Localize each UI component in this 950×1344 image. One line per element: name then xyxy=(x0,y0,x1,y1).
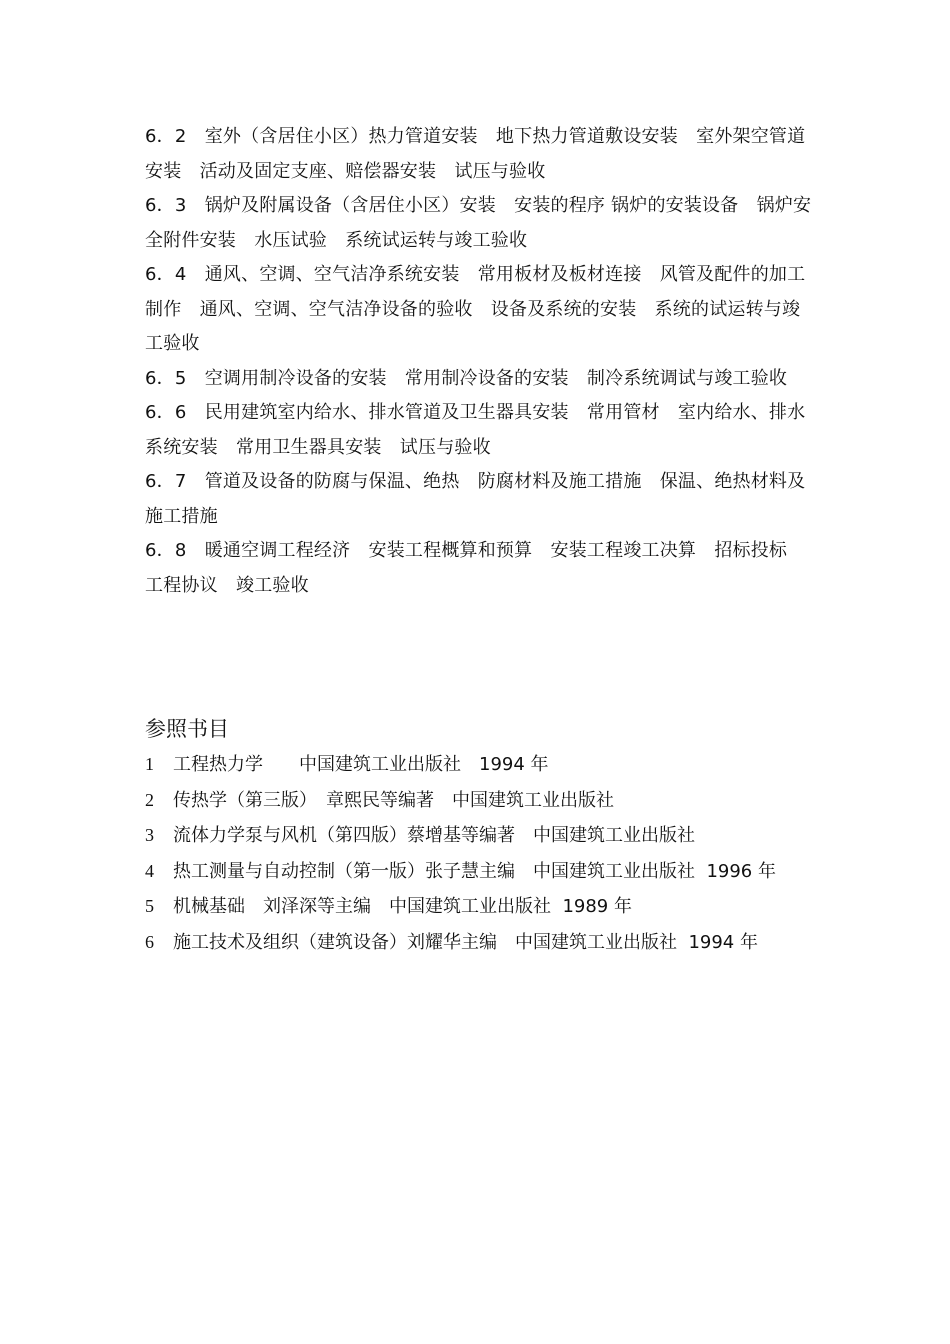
section-item xyxy=(145,362,815,397)
section-list xyxy=(145,120,815,603)
reference-text: 工程热力学 中国建筑工业出版社 1994 年 xyxy=(173,754,549,775)
section-item xyxy=(145,189,815,258)
section-number: 6．4 xyxy=(145,264,187,285)
reference-number: 2 xyxy=(145,789,154,810)
section-text: 民用建筑室内给水、排水管道及卫生器具安装 常用管材 室内给水、排水系统安装 常用卫生器具安装 试压与验收 xyxy=(145,402,806,458)
reference-text: 传热学（第三版） 章熙民等编著 中国建筑工业出版社 xyxy=(173,789,614,811)
section-number: 6．2 xyxy=(145,126,187,147)
reference-list xyxy=(145,747,825,960)
reference-item xyxy=(145,818,825,854)
reference-item xyxy=(145,747,825,783)
section-item xyxy=(145,534,815,603)
section-text: 室外（含居住小区）热力管道安装 地下热力管道敷设安装 室外架空管道安装 活动及固定支座、赔偿器安装 试压与验收 xyxy=(145,126,806,182)
section-number: 6．5 xyxy=(145,367,187,389)
section-item xyxy=(145,120,815,189)
section-text: 通风、空调、空气洁净系统安装 常用板材及板材连接 风管及配件的加工制作 通风、空调、空气洁净设备的验收 设备及系统的安装 系统的试运转与竣工验收 xyxy=(145,264,806,354)
reference-item xyxy=(145,854,825,890)
reference-number: 1 xyxy=(145,754,154,774)
section-text: 暖通空调工程经济 安装工程概算和预算 安装工程竣工决算 招标投标 工程协议 竣工验收 xyxy=(145,540,806,596)
reference-number: 3 xyxy=(145,825,154,845)
section-item xyxy=(145,465,815,534)
section-number: 6．3 xyxy=(145,195,187,216)
section-text: 空调用制冷设备的安装 常用制冷设备的安装 制冷系统调试与竣工验收 xyxy=(204,367,788,389)
section-number: 6．8 xyxy=(145,540,187,561)
reference-number: 6 xyxy=(145,931,154,952)
section-text: 锅炉及附属设备（含居住小区）安装 安装的程序 锅炉的安装设备 锅炉安全附件安装 水压试验 系统试运转与竣工验收 xyxy=(145,195,812,251)
reference-number: 4 xyxy=(145,860,154,881)
section-number: 6．7 xyxy=(145,471,187,492)
section-item xyxy=(145,396,815,465)
reference-number: 5 xyxy=(145,896,154,916)
references-heading: 参照书目 xyxy=(145,717,229,741)
reference-item xyxy=(145,783,825,819)
reference-text: 机械基础 刘泽深等主编 中国建筑工业出版社 1989 年 xyxy=(173,896,632,917)
reference-text: 热工测量与自动控制（第一版）张子慧主编 中国建筑工业出版社 1996 年 xyxy=(173,860,776,882)
section-item xyxy=(145,258,815,362)
reference-text: 施工技术及组织（建筑设备）刘耀华主编 中国建筑工业出版社 1994 年 xyxy=(173,931,758,953)
reference-text: 流体力学泵与风机（第四版）蔡增基等编著 中国建筑工业出版社 xyxy=(173,825,695,846)
section-number: 6．6 xyxy=(145,402,187,423)
reference-item xyxy=(145,925,825,961)
reference-item xyxy=(145,889,825,925)
section-text: 管道及设备的防腐与保温、绝热 防腐材料及施工措施 保温、绝热材料及施工措施 xyxy=(145,471,806,527)
